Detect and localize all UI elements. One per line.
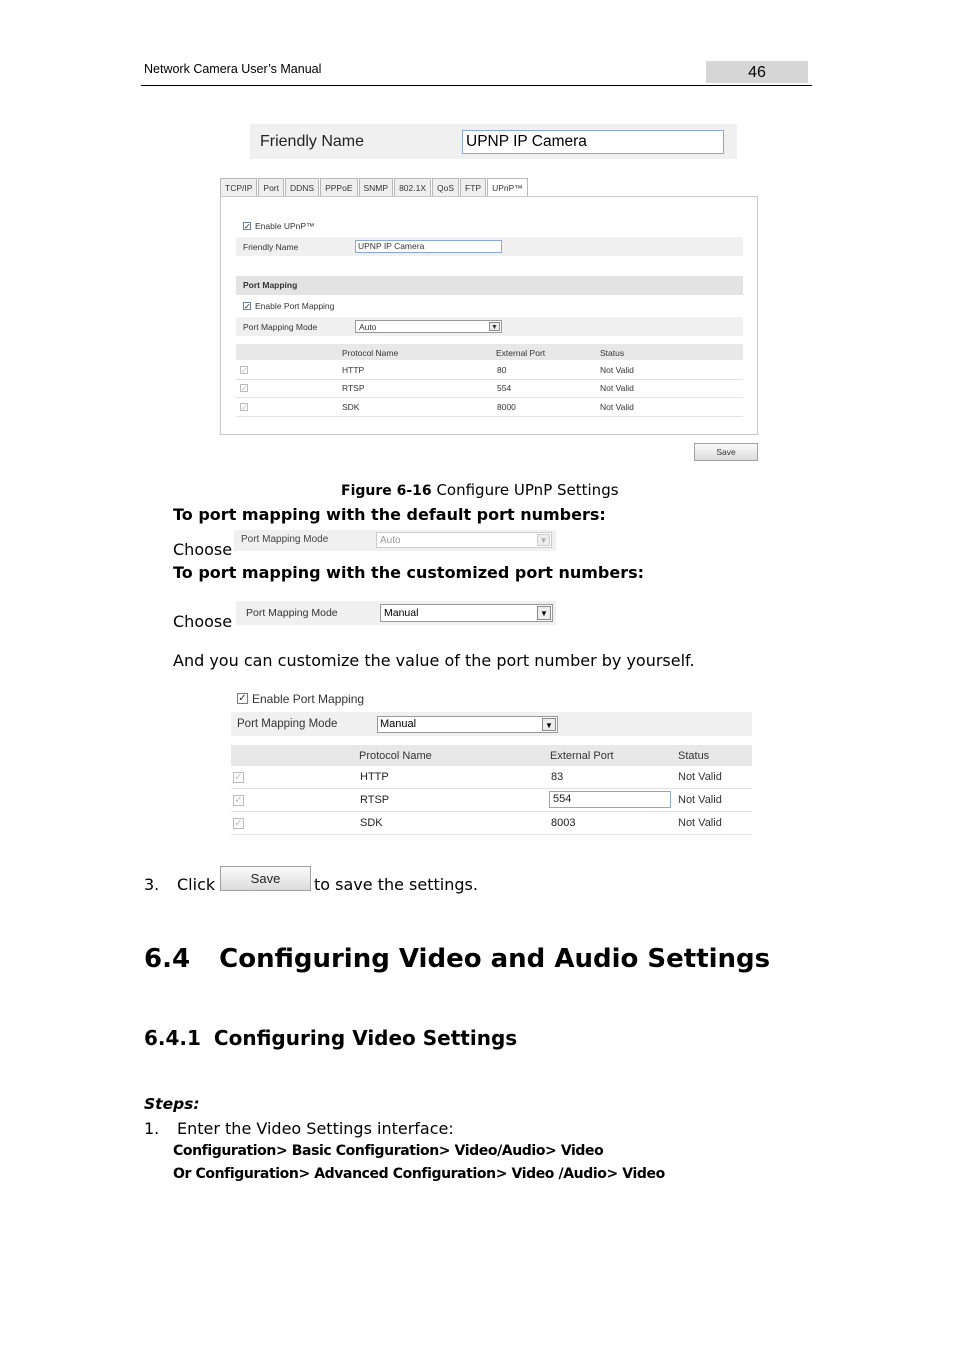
col-status: Status bbox=[600, 348, 625, 358]
custom-note: And you can customize the value of the port number by yourself. bbox=[173, 651, 695, 670]
row-http-checkbox[interactable]: ✓ bbox=[241, 366, 248, 375]
friendly-name-input[interactable]: UPNP IP Camera bbox=[462, 130, 724, 154]
chevron-down-icon: ▼ bbox=[537, 534, 550, 546]
divider bbox=[236, 397, 743, 398]
manual-mode-value: Manual bbox=[380, 718, 417, 730]
chevron-down-icon: ▼ bbox=[537, 606, 551, 620]
custom-mapping-heading: To port mapping with the customized port numbers: bbox=[173, 563, 645, 582]
tab-8021x[interactable]: 802.1X bbox=[394, 178, 431, 197]
step1-path1: Configuration> Basic Configuration> Video/Audio> Video bbox=[173, 1143, 604, 1159]
header-title: Network Camera User’s Manual bbox=[144, 62, 322, 76]
tab-tcpip[interactable]: TCP/IP bbox=[220, 178, 257, 197]
tab-snmp[interactable]: SNMP bbox=[359, 178, 394, 197]
manual-row-sdk-protocol: SDK bbox=[360, 817, 383, 829]
custom-mode-select[interactable] bbox=[380, 604, 553, 622]
row-sdk-port: 8000 bbox=[497, 402, 516, 412]
custom-choose-text: Choose bbox=[173, 612, 233, 631]
enable-upnp-checkbox[interactable]: ✓ bbox=[244, 222, 251, 231]
subsection-title: Configuring Video Settings bbox=[213, 1026, 518, 1050]
manual-row-rtsp-protocol: RTSP bbox=[360, 794, 390, 806]
upnp-mode-label: Port Mapping Mode bbox=[243, 322, 318, 332]
row-sdk-checkbox[interactable]: ✓ bbox=[241, 403, 248, 412]
default-choose-text: Choose bbox=[173, 540, 233, 559]
tab-ddns[interactable]: DDNS bbox=[285, 178, 319, 197]
chevron-down-icon: ▼ bbox=[542, 718, 556, 731]
divider bbox=[236, 379, 743, 380]
enable-upnp-label: Enable UPnP™ bbox=[255, 221, 315, 231]
port-mapping-title: Port Mapping bbox=[243, 280, 298, 290]
figure-number: Figure 6-16 bbox=[341, 483, 432, 499]
step3-click: Click bbox=[177, 875, 216, 894]
manual-row-sdk-checkbox[interactable]: ✓ bbox=[234, 818, 243, 829]
step1-number: 1. bbox=[144, 1119, 160, 1138]
default-mode-value: Auto bbox=[380, 535, 401, 546]
custom-mode-label: Port Mapping Mode bbox=[246, 607, 338, 619]
page-number: 46 bbox=[706, 61, 808, 83]
tab-upnp[interactable]: UPnP™ bbox=[487, 178, 528, 198]
default-mode-select[interactable] bbox=[376, 532, 552, 548]
manual-col-protocol: Protocol Name bbox=[359, 750, 432, 762]
default-mode-label: Port Mapping Mode bbox=[241, 534, 329, 545]
divider bbox=[236, 416, 743, 417]
step1-path2: Or Configuration> Advanced Configuration> Video /Audio> Video bbox=[173, 1166, 665, 1182]
tab-pppoe[interactable]: PPPoE bbox=[320, 178, 357, 197]
port-mapping-section bbox=[236, 276, 743, 295]
subsection-heading bbox=[144, 1026, 517, 1050]
row-rtsp-status: Not Valid bbox=[600, 383, 634, 393]
manual-enable-label: Enable Port Mapping bbox=[252, 692, 365, 706]
figure-caption bbox=[341, 481, 619, 499]
enable-port-mapping-checkbox[interactable]: ✓ bbox=[244, 302, 251, 311]
upnp-friendly-input[interactable]: UPNP IP Camera bbox=[355, 240, 502, 253]
row-rtsp-checkbox[interactable]: ✓ bbox=[241, 384, 248, 393]
row-sdk-status: Not Valid bbox=[600, 402, 634, 412]
row-sdk-protocol: SDK bbox=[342, 402, 360, 412]
row-http-protocol: HTTP bbox=[342, 365, 365, 375]
upnp-table-header bbox=[236, 344, 743, 360]
manual-row-rtsp-port-input[interactable]: 554 bbox=[549, 791, 671, 808]
save-button[interactable]: Save bbox=[694, 443, 758, 461]
tab-qos[interactable]: QoS bbox=[432, 178, 459, 197]
section-heading bbox=[144, 944, 770, 974]
section-number: 6.4 bbox=[144, 944, 191, 974]
upnp-mode-value: Auto bbox=[359, 322, 377, 332]
manual-row-http-port[interactable]: 83 bbox=[551, 771, 564, 783]
manual-row-rtsp-status: Not Valid bbox=[678, 794, 722, 806]
manual-row-sdk-port[interactable]: 8003 bbox=[551, 817, 576, 829]
manual-mode-label: Port Mapping Mode bbox=[237, 718, 338, 730]
manual-table-header bbox=[231, 745, 752, 766]
step1-text: Enter the Video Settings interface: bbox=[177, 1119, 454, 1138]
upnp-friendly-label: Friendly Name bbox=[243, 242, 299, 252]
manual-enable-checkbox[interactable]: ✓ bbox=[238, 693, 247, 704]
col-protocol: Protocol Name bbox=[342, 348, 399, 358]
steps-label: Steps: bbox=[144, 1095, 200, 1113]
tab-port[interactable]: Port bbox=[258, 178, 284, 197]
friendly-name-label: Friendly Name bbox=[260, 133, 365, 150]
col-external-port: External Port bbox=[496, 348, 546, 358]
manual-row-http-status: Not Valid bbox=[678, 771, 722, 783]
upnp-panel bbox=[220, 196, 758, 435]
figure-text: Configure UPnP Settings bbox=[436, 481, 619, 499]
chevron-down-icon: ▼ bbox=[489, 322, 500, 331]
manual-row-http-checkbox[interactable]: ✓ bbox=[234, 772, 243, 783]
upnp-mode-select[interactable] bbox=[355, 320, 502, 333]
settings-tabs bbox=[220, 178, 529, 197]
inline-save-button[interactable]: Save bbox=[220, 866, 311, 891]
manual-row-sdk-status: Not Valid bbox=[678, 817, 722, 829]
step3-rest: to save the settings. bbox=[314, 875, 478, 894]
manual-col-status: Status bbox=[678, 750, 710, 762]
section-title: Configuring Video and Audio Settings bbox=[219, 944, 771, 974]
tab-ftp[interactable]: FTP bbox=[460, 178, 486, 197]
manual-mode-select[interactable] bbox=[377, 716, 558, 733]
subsection-number: 6.4.1 bbox=[144, 1026, 201, 1050]
default-mapping-heading: To port mapping with the default port numbers: bbox=[173, 505, 606, 524]
row-http-port: 80 bbox=[497, 365, 507, 375]
row-http-status: Not Valid bbox=[600, 365, 634, 375]
divider bbox=[231, 788, 752, 789]
manual-row-http-protocol: HTTP bbox=[360, 771, 389, 783]
manual-row-rtsp-checkbox[interactable]: ✓ bbox=[234, 795, 243, 806]
divider bbox=[231, 811, 752, 812]
custom-mode-value: Manual bbox=[384, 607, 419, 619]
enable-port-mapping-label: Enable Port Mapping bbox=[255, 301, 335, 311]
divider bbox=[231, 834, 752, 835]
row-rtsp-protocol: RTSP bbox=[342, 383, 365, 393]
manual-col-port: External Port bbox=[550, 750, 614, 762]
header-rule bbox=[141, 85, 812, 86]
row-rtsp-port: 554 bbox=[497, 383, 512, 393]
step3-number: 3. bbox=[144, 875, 160, 894]
